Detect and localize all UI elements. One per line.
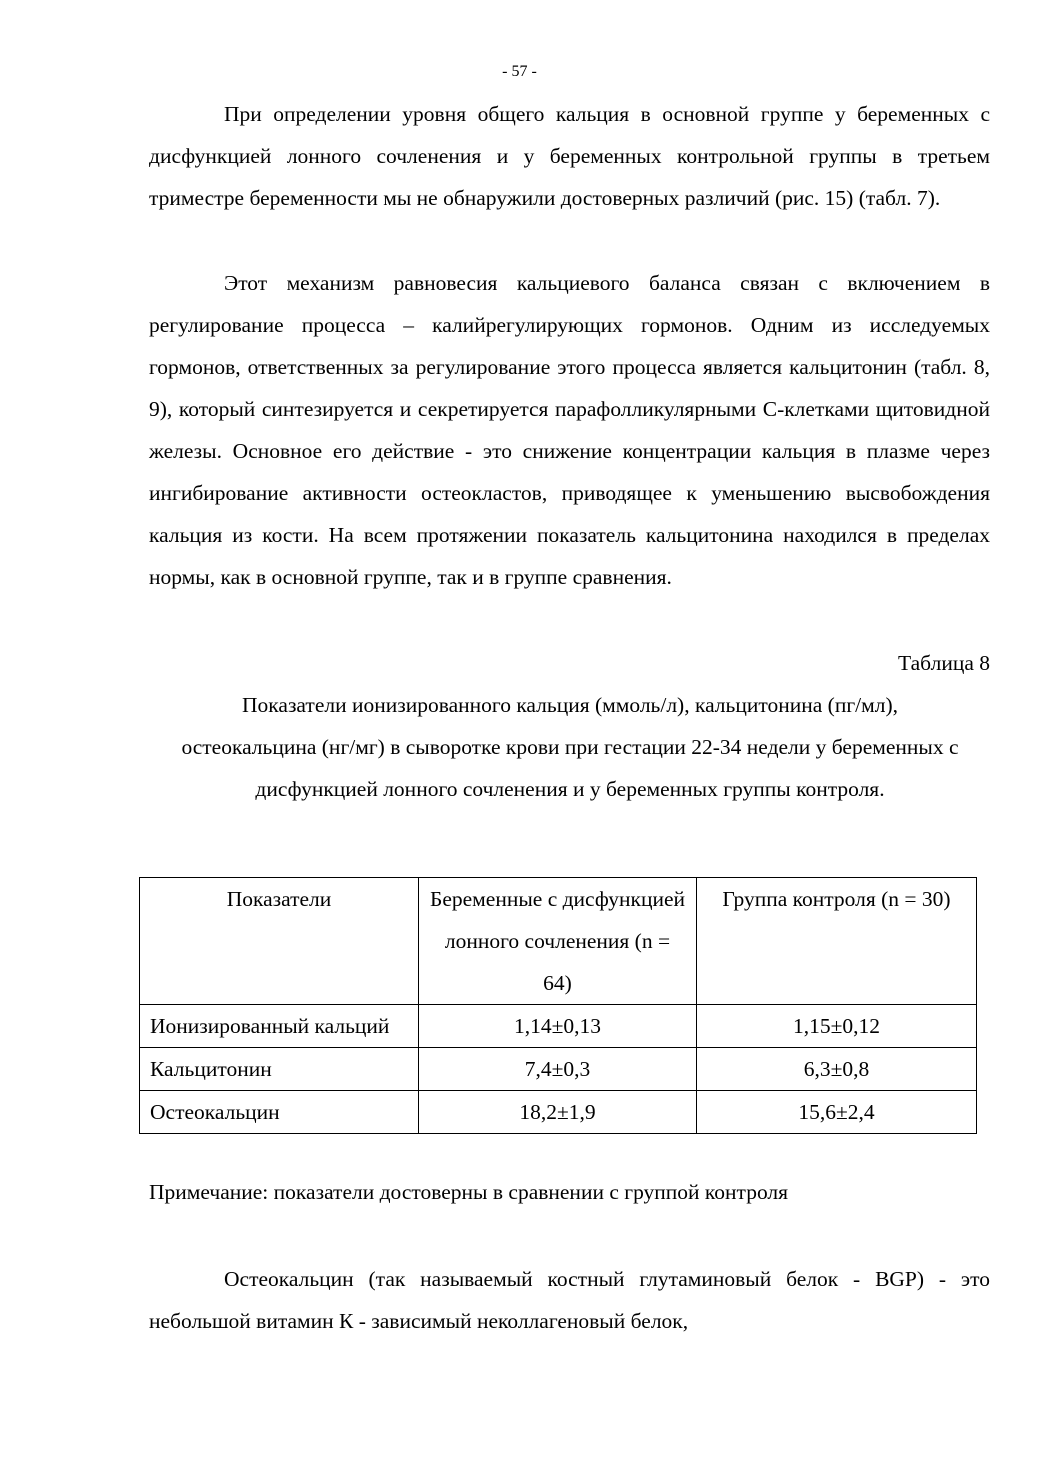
- table-cell: 18,2±1,9: [419, 1091, 697, 1134]
- table-cell: 6,3±0,8: [697, 1048, 977, 1091]
- table-row-label: Ионизированный кальций: [140, 1005, 419, 1048]
- table-note: Примечание: показатели достоверны в сравнении с группой контроля: [149, 1180, 789, 1204]
- paragraph-calcitonin: Этот механизм равновесия кальциевого баланса связан с включением в регулирование процесса – калийрегулирующих гормонов. Одним из исследуемых гормонов, ответственных за регулирование этого процесса является кальцитонин (табл. 8, 9), который синтезируется и секретируется парафолликулярными С-клетками щитовидной железы. Основное его действие - это снижение концентрации кальция в плазме через ингибирование активности остеокластов, приводящее к уменьшению высвобождения кальция из кости. На всем протяжении показатель кальцитонина находился в пределах нормы, как в основной группе, так и в группе сравнения.: [149, 271, 990, 589]
- page-number: - 57 -: [502, 63, 537, 80]
- table-cell: 1,15±0,12: [697, 1005, 977, 1048]
- results-table: [139, 877, 977, 1134]
- table-caption: Показатели ионизированного кальция (ммоль/л), кальцитонина (пг/мл), остеокальцина (нг/мг) в сыворотке крови при гестации 22-34 недели у беременных с дисфункцией лонного сочленения и у беременных группы контроля.: [181, 693, 959, 801]
- table-row-label: Кальцитонин: [140, 1048, 419, 1091]
- table-label: Таблица 8: [898, 651, 990, 675]
- table-header-row: [140, 878, 977, 1005]
- table-cell: 7,4±0,3: [419, 1048, 697, 1091]
- table-header-cell: Группа контроля (n = 30): [697, 878, 977, 1005]
- table-row-label: Остеокальцин: [140, 1091, 419, 1134]
- table-row: [140, 1048, 977, 1091]
- paragraph-osteocalcin: Остеокальцин (так называемый костный глутаминовый белок - BGP) - это небольшой витамин К - зависимый неколлагеновый белок,: [149, 1267, 990, 1333]
- table-header-cell: Беременные с дисфункцией лонного сочленения (n = 64): [419, 878, 697, 1005]
- table-header-cell: Показатели: [140, 878, 419, 1005]
- paragraph-calcium-levels: При определении уровня общего кальция в основной группе у беременных с дисфункцией лонного сочленения и у беременных контрольной группы в третьем триместре беременности мы не обнаружили достоверных различий (рис. 15) (табл. 7).: [149, 102, 990, 210]
- table-cell: 1,14±0,13: [419, 1005, 697, 1048]
- table-row: [140, 1005, 977, 1048]
- table-row: [140, 1091, 977, 1134]
- table-cell: 15,6±2,4: [697, 1091, 977, 1134]
